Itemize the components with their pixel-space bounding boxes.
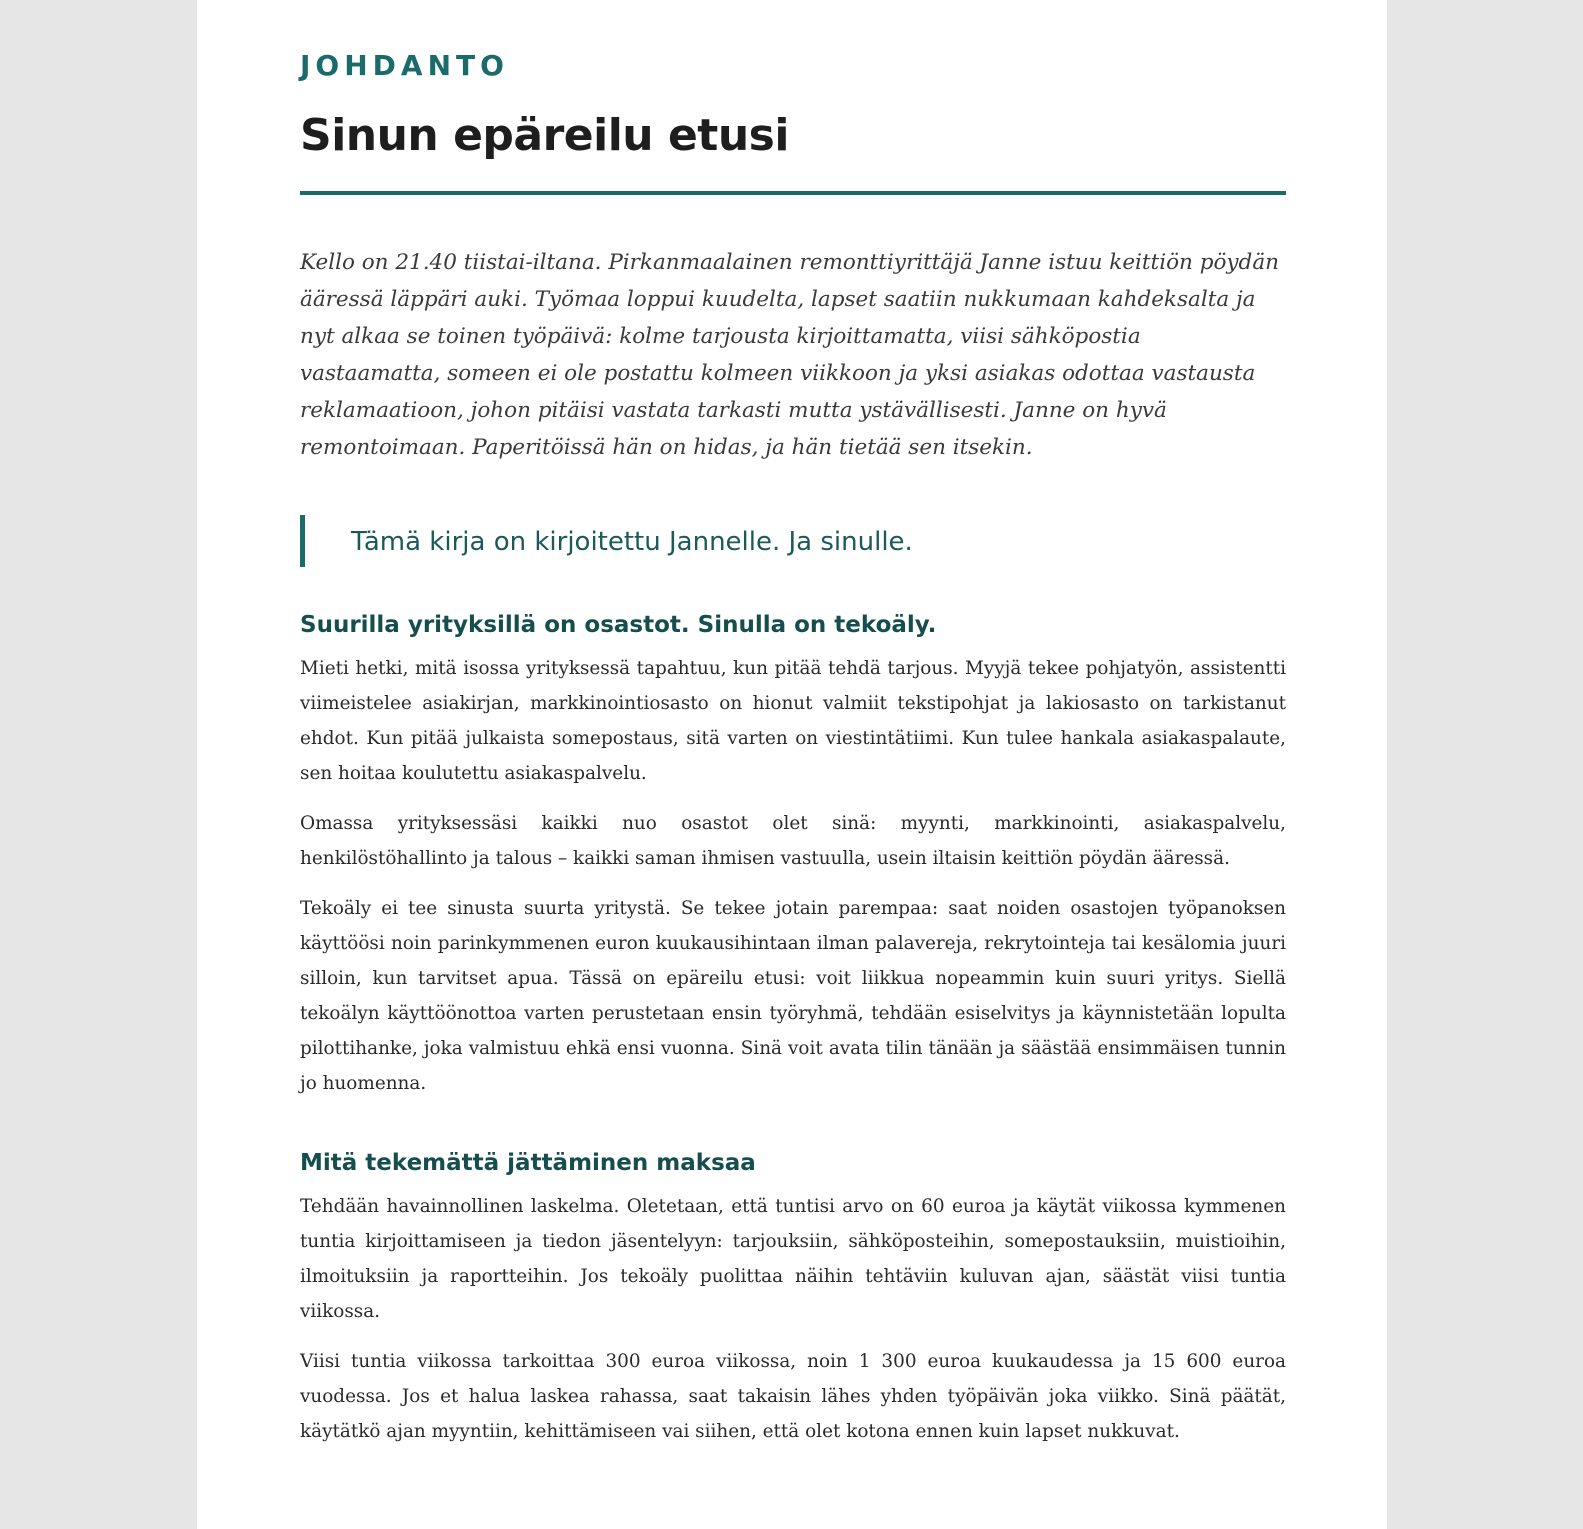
section-heading-departments: Suurilla yrityksillä on osastot. Sinulla on tekoäly. — [300, 612, 937, 638]
document-page — [197, 0, 1387, 1529]
body-paragraph: Tehdään havainnollinen laskelma. Oletetaan, että tuntisi arvo on 60 euroa ja käytät viikossa kymmenen tuntia kirjoittamiseen ja tiedon jäsentelyyn: tarjouksiin, sähköposteihin, somepostauksiin, muistioihin, ilmoituksiin ja raportteihin. Jos tekoäly puolittaa näihin tehtäviin kuluvan ajan, säästät viisi tuntia viikossa. — [300, 1196, 1286, 1322]
title-divider — [300, 191, 1286, 195]
body-paragraph: Mieti hetki, mitä isossa yrityksessä tapahtuu, kun pitää tehdä tarjous. Myyjä tekee pohjatyön, assistentti viimeistelee asiakirjan, markkinointiosasto on hionut valmiit tekstipohjat ja lakiosasto on tarkistanut ehdot. Kun pitää julkaista somepostaus, sitä varten on viestintätiimi. Kun tulee hankala asiakaspalaute, sen hoitaa koulutettu asiakaspalvelu. — [300, 658, 1286, 784]
intro-paragraph: Kello on 21.40 tiistai-iltana. Pirkanmaalainen remonttiyrittäjä Janne istuu keittiön pöydän ääressä läppäri auki. Työmaa loppui kuudelta, lapset saatiin nukkumaan kahdeksalta ja nyt alkaa se toinen työpäivä: kolme tarjousta kirjoittamatta, viisi sähköpostia vastaamatta, someen ei ole postattu kolmeen viikkoon ja yksi asiakas odottaa vastausta reklamaatioon, johon pitäisi vastata tarkasti mutta ystävällisesti. Janne on hyvä remontoimaan. Paperitöissä hän on hidas, ja hän tietää sen itsekin. — [300, 250, 1279, 460]
chapter-title: Sinun epäreilu etusi — [300, 110, 789, 161]
pullquote — [300, 515, 1291, 567]
body-paragraph: Viisi tuntia viikossa tarkoittaa 300 euroa viikossa, noin 1 300 euroa kuukaudessa ja 15 600 euroa vuodessa. Jos et halua laskea rahassa, saat takaisin lähes yhden työpäivän joka viikko. Sinä päätät, käytätkö ajan myyntiin, kehittämiseen vai siihen, että olet kotona ennen kuin lapset nukkuvat. — [300, 1351, 1286, 1442]
chapter-kicker: JOHDANTO — [300, 49, 509, 82]
body-paragraph: Tekoäly ei tee sinusta suurta yritystä. Se tekee jotain parempaa: saat noiden osastojen työpanoksen käyttöösi noin parinkymmenen euron kuukausihintaan ilman palavereja, rekrytointeja tai kesälomia juuri silloin, kun tarvitset apua. Tässä on epäreilu etusi: voit liikkua nopeammin kuin suuri yritys. Siellä tekoälyn käyttöönottoa varten perustetaan ensin työryhmä, tehdään esiselvitys ja käynnistetään lopulta pilottihanke, joka valmistuu ehkä ensi vuonna. Sinä voit avata tilin tänään ja säästää ensimmäisen tunnin jo huomenna. — [300, 898, 1286, 1094]
pullquote-text: Tämä kirja on kirjoitettu Jannelle. Ja sinulle. — [351, 527, 913, 557]
section-heading-cost: Mitä tekemättä jättäminen maksaa — [300, 1150, 756, 1176]
body-paragraph: Omassa yrityksessäsi kaikki nuo osastot olet sinä: myynti, markkinointi, asiakaspalvelu, henkilöstöhallinto ja talous – kaikki saman ihmisen vastuulla, usein iltaisin keittiön pöydän ääressä. — [300, 813, 1286, 869]
